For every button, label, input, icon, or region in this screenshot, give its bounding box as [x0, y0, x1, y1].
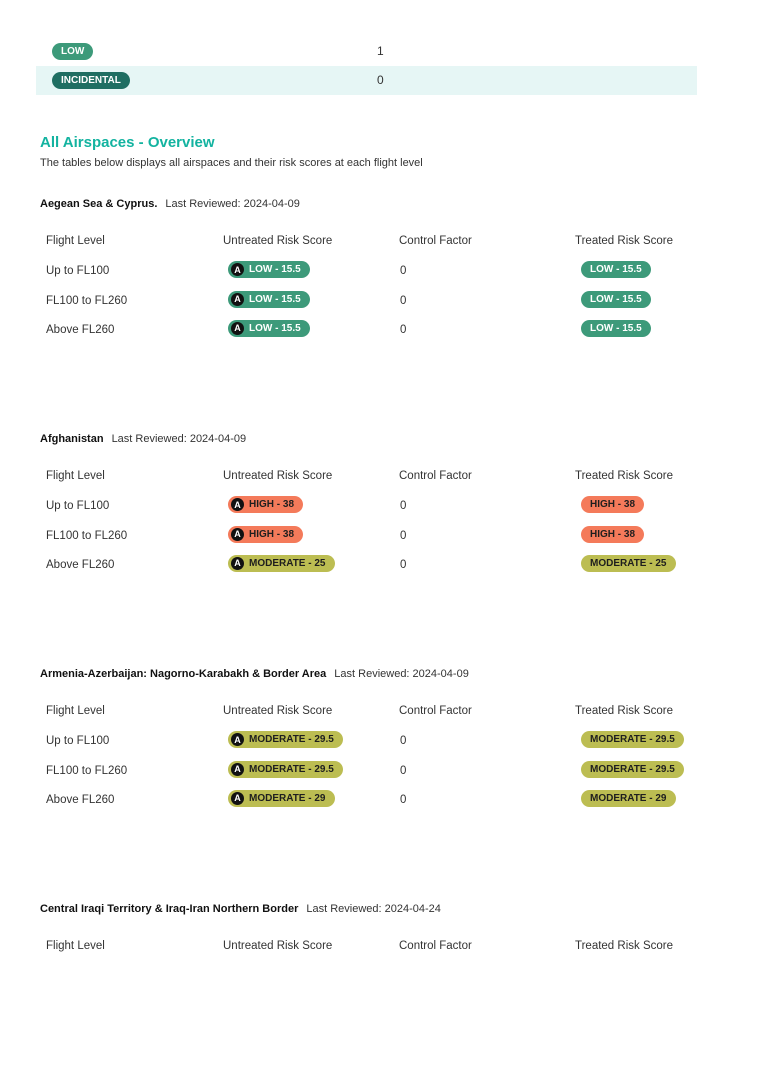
untreated-score-badge-label: LOW - 15.5 [249, 322, 301, 334]
table-row [40, 323, 720, 352]
untreated-score-badge-label: MODERATE - 29 [249, 792, 326, 804]
a-icon: A [231, 498, 244, 511]
flight-level: FL100 to FL260 [46, 294, 128, 307]
untreated-score-badge [228, 291, 310, 308]
flight-level: Above FL260 [46, 558, 115, 571]
col-flight-level: Flight Level [46, 705, 105, 717]
table-row [40, 764, 720, 793]
treated-score-badge [581, 291, 651, 308]
last-reviewed: Last Reviewed: 2024-04-24 [306, 903, 441, 915]
last-reviewed: Last Reviewed: 2024-04-09 [111, 433, 247, 445]
untreated-score-badge [228, 320, 310, 337]
a-icon: A [231, 733, 244, 746]
col-control: Control Factor [399, 235, 472, 247]
airspace-section [40, 668, 720, 822]
summary-count: 0 [377, 73, 384, 87]
control-factor: 0 [400, 735, 407, 748]
airspace-section [40, 433, 720, 587]
table-row [40, 529, 720, 558]
flight-level: FL100 to FL260 [46, 529, 128, 542]
treated-score-badge-label: HIGH - 38 [590, 499, 636, 511]
col-untreated: Untreated Risk Score [223, 235, 333, 247]
untreated-score-badge-label: LOW - 15.5 [249, 264, 301, 276]
airspace-heading [40, 198, 720, 214]
airspace-name: Central Iraqi Territory & Iraq-Iran Northern Border [40, 903, 299, 915]
untreated-score-badge [228, 761, 343, 778]
treated-score-badge-label: MODERATE - 29.5 [590, 763, 675, 775]
treated-score-badge-label: LOW - 15.5 [590, 293, 642, 305]
col-treated: Treated Risk Score [575, 940, 673, 952]
airspace-heading [40, 668, 720, 684]
last-reviewed: Last Reviewed: 2024-04-09 [334, 668, 469, 680]
a-icon: A [231, 263, 244, 276]
a-icon: A [231, 322, 244, 335]
untreated-score-badge [228, 261, 310, 278]
col-control: Control Factor [399, 470, 472, 482]
airspace-section [40, 198, 720, 352]
treated-score-badge [581, 320, 651, 337]
summary-count: 1 [377, 44, 384, 58]
untreated-score-badge-label: HIGH - 38 [249, 499, 295, 511]
incidental-badge: INCIDENTAL [52, 72, 130, 89]
untreated-score-badge-label: MODERATE - 29.5 [249, 734, 334, 746]
table-header [40, 705, 720, 734]
col-treated: Treated Risk Score [575, 705, 673, 717]
control-factor: 0 [400, 793, 407, 806]
col-treated: Treated Risk Score [575, 235, 673, 247]
airspace-name: Afghanistan [40, 433, 104, 445]
low-badge: LOW [52, 43, 93, 60]
treated-score-badge [581, 790, 676, 807]
risk-table [40, 940, 720, 969]
table-row [40, 734, 720, 763]
treated-score-badge [581, 555, 676, 572]
untreated-score-badge-label: MODERATE - 29.5 [249, 763, 334, 775]
col-flight-level: Flight Level [46, 470, 105, 482]
table-row [40, 499, 720, 528]
risk-table [40, 705, 720, 822]
table-row [40, 793, 720, 822]
treated-score-badge [581, 731, 684, 748]
treated-score-badge-label: LOW - 15.5 [590, 322, 642, 334]
flight-level: FL100 to FL260 [46, 764, 128, 777]
col-untreated: Untreated Risk Score [223, 940, 333, 952]
table-row [40, 558, 720, 587]
last-reviewed: Last Reviewed: 2024-04-09 [165, 198, 300, 210]
untreated-score-badge [228, 496, 303, 513]
airspace-heading [40, 903, 720, 919]
flight-level: Up to FL100 [46, 735, 110, 748]
summary-row-low [36, 37, 697, 66]
a-icon: A [231, 763, 244, 776]
col-control: Control Factor [399, 705, 472, 717]
col-treated: Treated Risk Score [575, 470, 673, 482]
a-icon: A [231, 528, 244, 541]
airspace-heading [40, 433, 720, 449]
untreated-score-badge-label: HIGH - 38 [249, 528, 295, 540]
overview-subtitle: The tables below displays all airspaces and their risk scores at each flight level [40, 157, 423, 169]
treated-score-badge-label: MODERATE - 25 [590, 557, 667, 569]
col-flight-level: Flight Level [46, 235, 105, 247]
untreated-score-badge-label: MODERATE - 25 [249, 557, 326, 569]
flight-level: Above FL260 [46, 793, 115, 806]
table-header [40, 940, 720, 969]
treated-score-badge [581, 526, 644, 543]
untreated-score-badge [228, 526, 303, 543]
treated-score-badge-label: MODERATE - 29 [590, 792, 667, 804]
untreated-score-badge [228, 555, 335, 572]
a-icon: A [231, 557, 244, 570]
table-header [40, 470, 720, 499]
a-icon: A [231, 293, 244, 306]
control-factor: 0 [400, 323, 407, 336]
treated-score-badge-label: LOW - 15.5 [590, 264, 642, 276]
flight-level: Above FL260 [46, 323, 115, 336]
control-factor: 0 [400, 764, 407, 777]
control-factor: 0 [400, 558, 407, 571]
risk-table [40, 235, 720, 352]
control-factor: 0 [400, 529, 407, 542]
untreated-score-badge [228, 790, 335, 807]
col-untreated: Untreated Risk Score [223, 470, 333, 482]
col-flight-level: Flight Level [46, 940, 105, 952]
control-factor: 0 [400, 294, 407, 307]
airspace-name: Aegean Sea & Cyprus. [40, 198, 158, 210]
untreated-score-badge [228, 731, 343, 748]
airspace-section [40, 903, 720, 969]
table-row [40, 294, 720, 323]
untreated-score-badge-label: LOW - 15.5 [249, 293, 301, 305]
treated-score-badge [581, 761, 684, 778]
table-row [40, 264, 720, 293]
treated-score-badge [581, 261, 651, 278]
a-icon: A [231, 792, 244, 805]
treated-score-badge-label: HIGH - 38 [590, 528, 636, 540]
treated-score-badge-label: MODERATE - 29.5 [590, 734, 675, 746]
summary-row-incidental [36, 66, 697, 95]
control-factor: 0 [400, 265, 407, 278]
flight-level: Up to FL100 [46, 500, 110, 513]
overview-title: All Airspaces - Overview [40, 134, 215, 151]
flight-level: Up to FL100 [46, 265, 110, 278]
control-factor: 0 [400, 500, 407, 513]
col-control: Control Factor [399, 940, 472, 952]
col-untreated: Untreated Risk Score [223, 705, 333, 717]
risk-table [40, 470, 720, 587]
treated-score-badge [581, 496, 644, 513]
airspace-name: Armenia-Azerbaijan: Nagorno-Karabakh & Border Area [40, 668, 327, 680]
table-header [40, 235, 720, 264]
